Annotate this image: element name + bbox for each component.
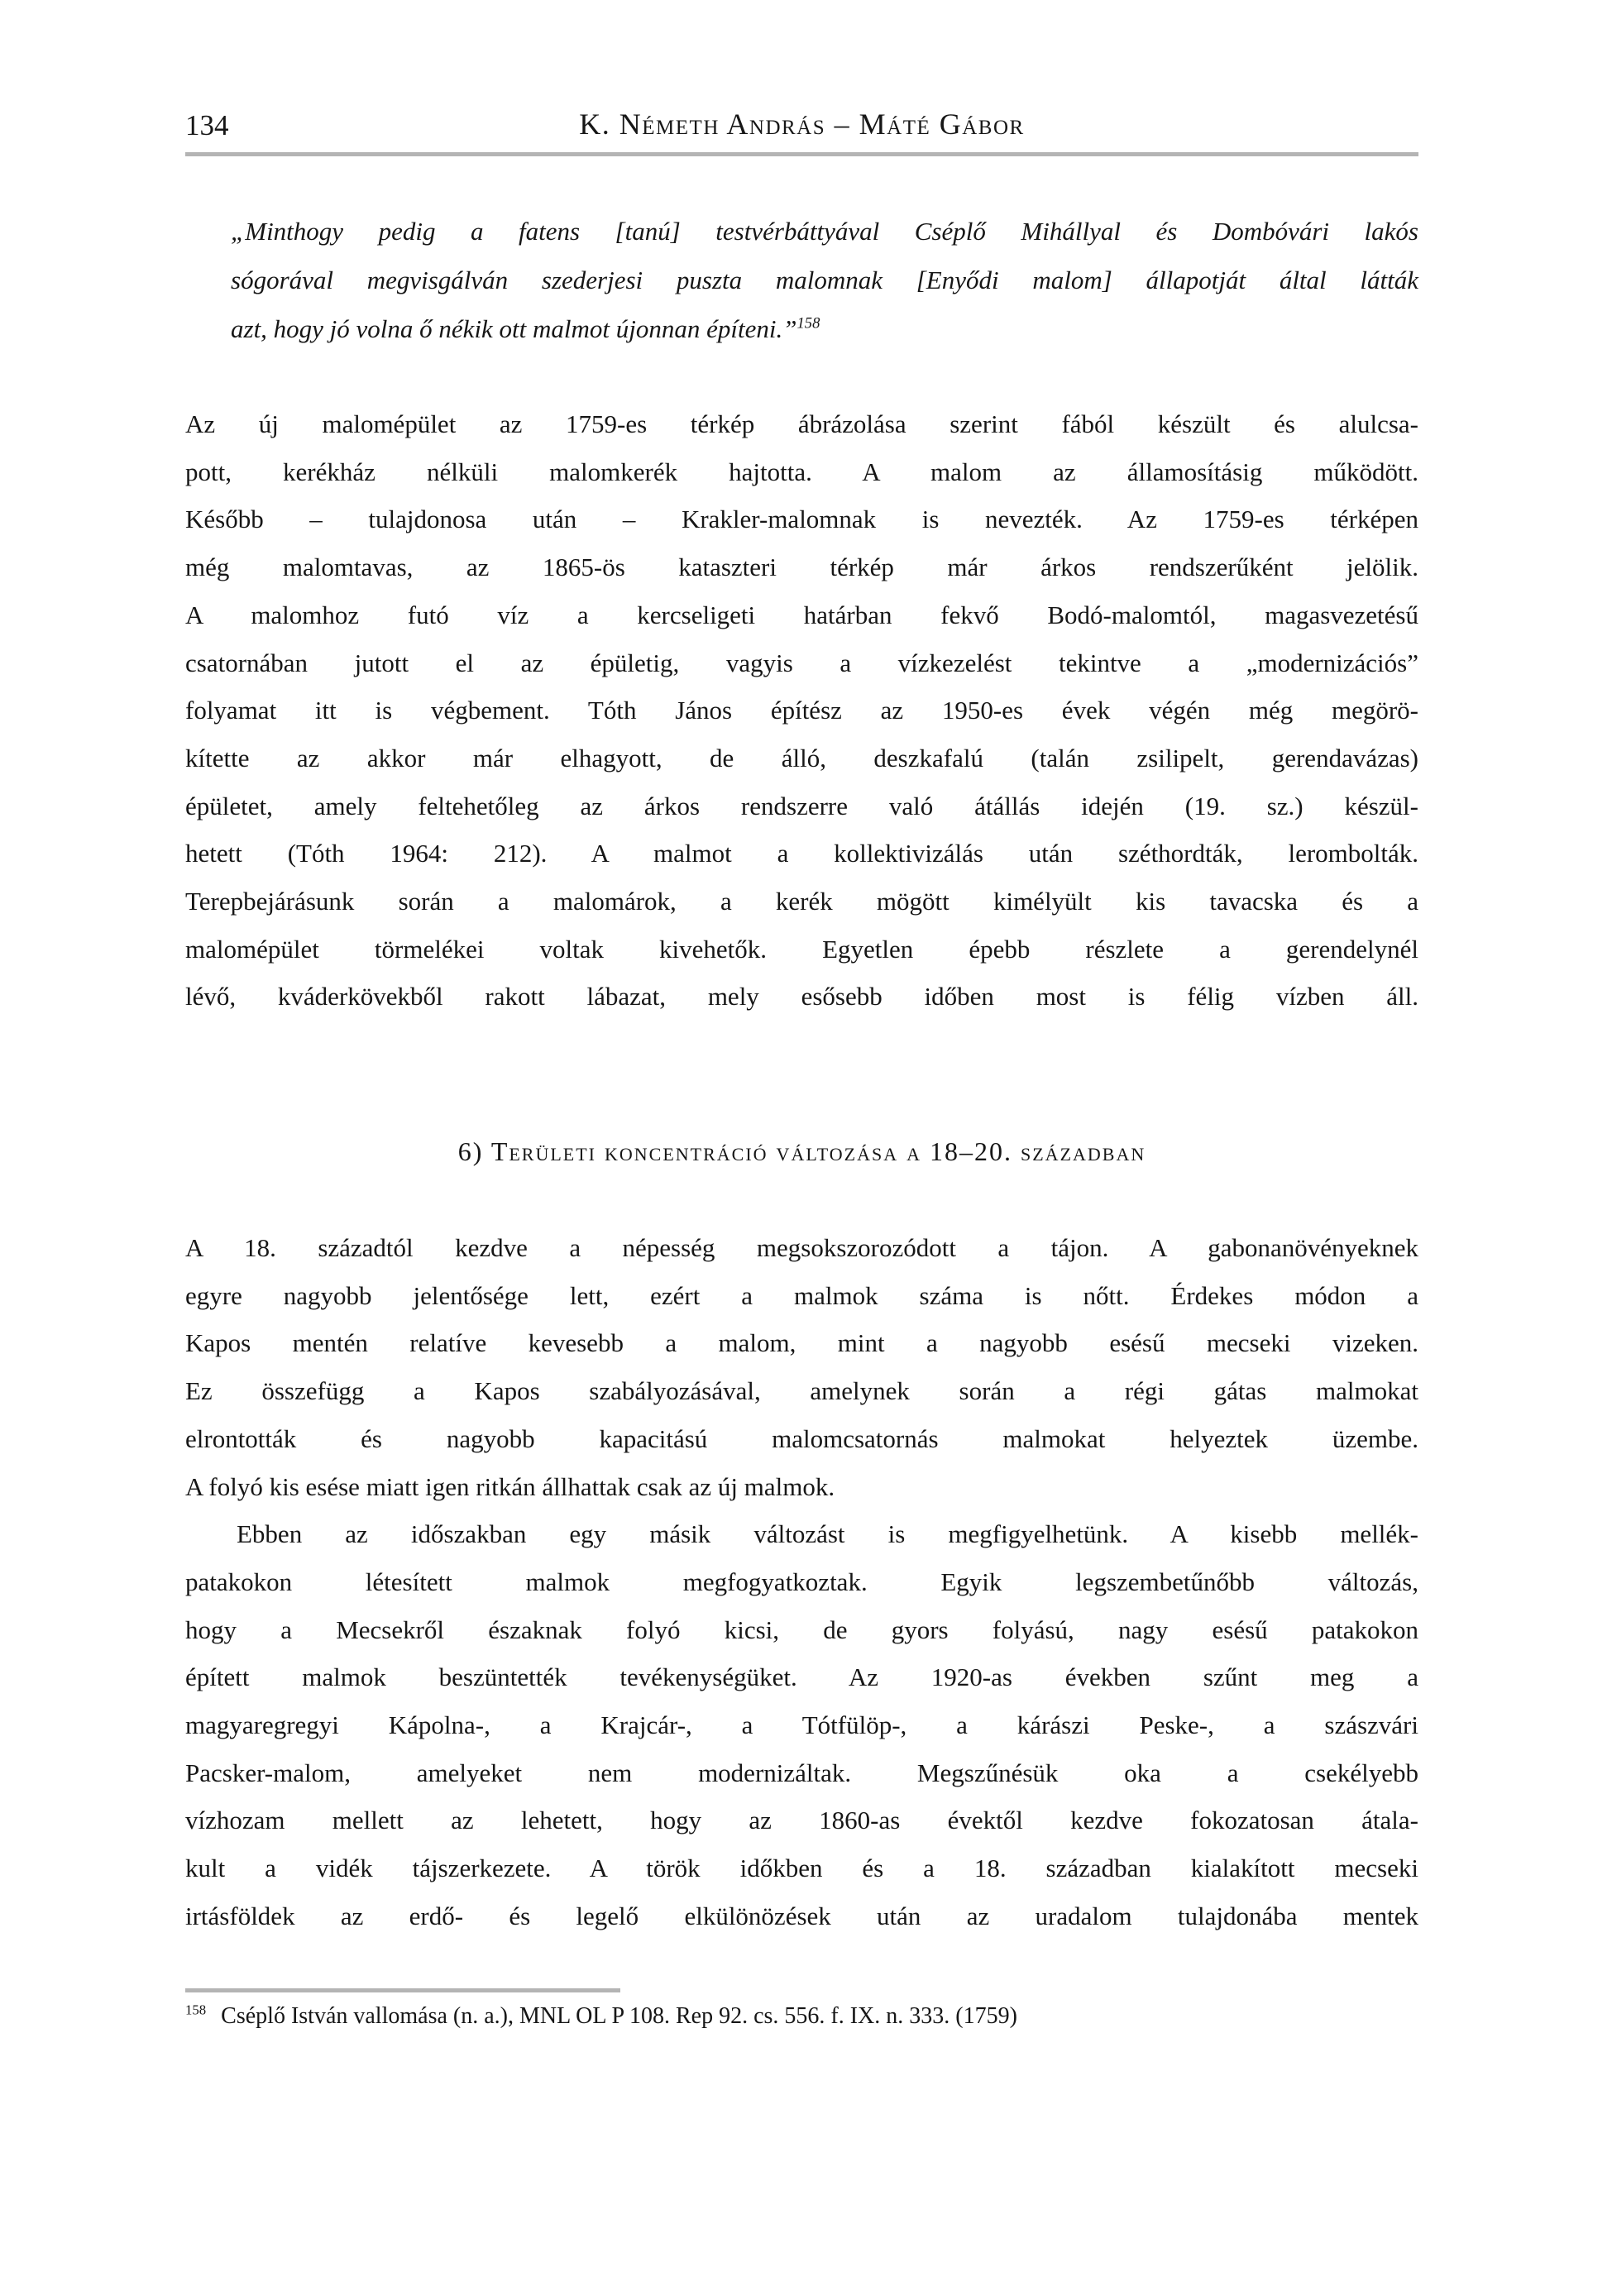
footnote-marker: 158 [185, 2002, 207, 2018]
body-line: Kapos mentén relatíve kevesebb a malom, mint a nagyobb esésű mecseki vizeken. [185, 1328, 1418, 1358]
body-line: Később – tulajdonosa után – Krakler-malomnak is nevezték. Az 1759-es térképen [185, 505, 1418, 534]
body-line: lévő, kváderkövekből rakott lábazat, mely esősebb időben most is félig vízben áll. [185, 982, 1418, 1012]
body-line: hogy a Mecsekről északnak folyó kicsi, de gyors folyású, nagy esésű patakokon [185, 1614, 1418, 1644]
body-line: pott, kerékház nélküli malomkerék hajtotta. A malom az államosításig működött. [185, 457, 1418, 486]
section-heading: 6) Területi koncentráció változása a 18–20. században [457, 1136, 1146, 1166]
paragraph-1 [185, 400, 1418, 1021]
quote-line [231, 304, 1418, 353]
body-line: kult a vidék tájszerkezete. A török időkben és a 18. században kialakított mecseki [185, 1854, 1418, 1883]
running-header: K. Németh András – Máté Gábor [579, 108, 1025, 141]
body-line: Pacsker-malom, amelyeket nem modernizáltak. Megszűnésük oka a csekélyebb [185, 1758, 1418, 1787]
body-line: még malomtavas, az 1865-ös kataszteri térkép már árkos rendszerűként jelölik. [185, 552, 1418, 582]
body-line: irtásföldek az erdő- és legelő elkülönözések után az uradalom tulajdonába mentek [185, 1901, 1418, 1930]
body-line: vízhozam mellett az lehetett, hogy az 1860-as évektől kezdve fokozatosan átala- [185, 1806, 1418, 1835]
body-line: Ez összefügg a Kapos szabályozásával, amelynek során a régi gátas malmokat [185, 1376, 1418, 1406]
body-line: kítette az akkor már elhagyott, de álló, deszkafalú (talán zsilipelt, gerendavázas) [185, 743, 1418, 773]
body-line: magyaregregyi Kápolna-, a Krajcár-, a Tótfülöp-, a kárászi Peske-, a szászvári [185, 1710, 1418, 1740]
body-line: épített malmok beszüntették tevékenységüket. Az 1920-as években szűnt meg a [185, 1662, 1418, 1692]
body-line: épületet, amely feltehetőleg az árkos rendszerre való átállás idején (19. sz.) készül- [185, 791, 1418, 820]
body-line: Az új malomépület az 1759-es térkép ábrázolása szerint fából készült és alulcsa- [185, 409, 1418, 438]
quote-block [231, 207, 1418, 353]
quote-line-text: azt, hogy jó volna ő nékik ott malmot újonnan építeni.” [231, 314, 797, 343]
body-line: egyre nagyobb jelentősége lett, ezért a malmok száma is nőtt. Érdekes módon a [185, 1280, 1418, 1310]
header-rule [185, 152, 1418, 156]
quote-line: „Minthogy pedig a fatens [tanú] testvérbáttyával Cséplő Mihállyal és Dombóvári lakós [231, 217, 1418, 246]
body-line: patakokon létesített malmok megfogyatkoztak. Egyik legszembetűnőbb változás, [185, 1567, 1418, 1596]
footnote-reference: 158 [796, 314, 820, 332]
body-line: Ebben az időszakban egy másik változást is megfigyelhetünk. A kisebb mellék- [237, 1519, 1418, 1549]
body-line: Terepbejárásunk során a malomárok, a kerék mögött kimélyült kis tavacska és a [185, 887, 1418, 916]
body-line: A folyó kis esése miatt igen ritkán állhattak csak az új malmok. [185, 1471, 835, 1501]
body-line: elrontották és nagyobb kapacitású malomcsatornás malmokat helyeztek üzembe. [185, 1423, 1418, 1453]
footnote [185, 2000, 1418, 2033]
footnote-rule [185, 1988, 620, 1992]
body-line: folyamat itt is végbement. Tóth János építész az 1950-es évek végén még megörö- [185, 696, 1418, 725]
paragraph-2 [185, 1224, 1418, 1940]
body-line: csatornában jutott el az épületig, vagyis a vízkezelést tekintve a „modernizációs” [185, 648, 1418, 677]
body-line: malomépület törmelékei voltak kivehetők. Egyetlen épebb részlete a gerendelynél [185, 934, 1418, 964]
footnote-text: Cséplő István vallomása (n. a.), MNL OL P 108. Rep 92. cs. 556. f. IX. n. 333. (1759) [221, 2003, 1017, 2029]
page-number: 134 [185, 109, 229, 141]
body-line: A 18. századtól kezdve a népesség megsokszorozódott a tájon. A gabonanövényeknek [185, 1233, 1418, 1262]
body-line: hetett (Tóth 1964: 212). A malmot a kollektivizálás után széthordták, lerombolták. [185, 839, 1418, 868]
quote-line: sógorával megvisgálván szederjesi puszta malomnak [Enyődi malom] állapotját által látták [231, 265, 1418, 294]
body-line: A malomhoz futó víz a kercseligeti határban fekvő Bodó-malomtól, magasvezetésű [185, 600, 1418, 629]
